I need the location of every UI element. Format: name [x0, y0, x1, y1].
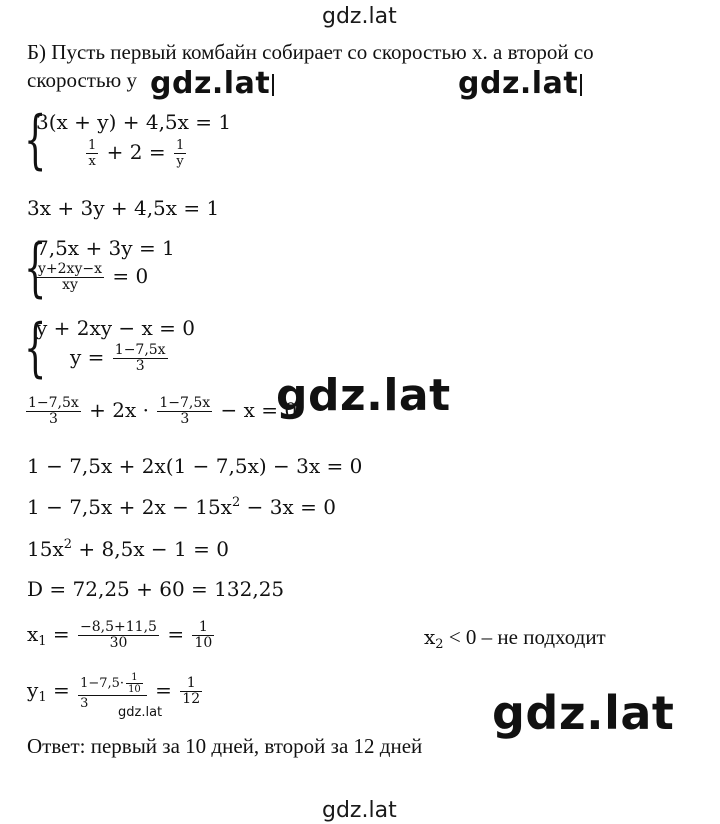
- watermark-bottom: gdz.lat: [322, 798, 397, 823]
- root-y1: $y_1$ = 1−7,5· $\frac{1}{10}$ 3 = $\frac{1}{12}$: [27, 672, 201, 711]
- system-brace-3: {: [24, 311, 47, 385]
- fraction: $\frac{1}{x}$: [88, 138, 97, 169]
- answer-text: Ответ: первый за 10 дней, второй за 12 дней: [27, 734, 423, 758]
- equation-discriminant: D = 72,25 + 60 = 132,25: [27, 577, 285, 601]
- fraction: $\frac{-8,5+11,5}{30}$: [80, 619, 157, 651]
- fraction: $\frac{1-7,5x}{3}$: [114, 342, 166, 374]
- system3-eq1: y + 2xy − x = 0: [36, 316, 196, 340]
- system2-eq1: 7,5x + 3y = 1: [36, 236, 175, 260]
- system-brace-1: {: [24, 103, 47, 177]
- system3-eq2: y = $\frac{1-7,5x}{3}$: [70, 342, 166, 374]
- fraction: $\frac{1}{10}$: [128, 672, 141, 695]
- equation-line-a: 1 − 7,5x + 2x(1 − 7,5x) − 3x = 0: [27, 454, 363, 478]
- system2-eq2: $\frac{y+2xy-x}{xy}$ = 0: [38, 261, 149, 293]
- intro-line-2: скоростью y: [27, 68, 137, 92]
- watermark-bottom-right: gdz.lat: [492, 686, 675, 740]
- root-x1: $x_1$ = $\frac{-8,5+11,5}{30}$ = $\frac{1}{10}$: [27, 619, 213, 651]
- cursor-mark: [580, 74, 582, 96]
- system1-eq1: 3(x + y) + 4,5x = 1: [36, 110, 232, 134]
- equation-expand: 3x + 3y + 4,5x = 1: [27, 196, 220, 220]
- system1-eq2: $\frac{1}{x}$ + 2 = $\frac{1}{y}$: [88, 138, 185, 169]
- equation-line-b: $1 - 7,5x + 2x - 15x^2 - 3x = 0$: [27, 495, 336, 519]
- fraction: $\frac{1}{10}$: [194, 619, 213, 651]
- fraction: $\frac{y+2xy-x}{xy}$: [38, 261, 102, 293]
- equation-line-c: $15x^2 + 8,5x - 1 = 0$: [27, 537, 229, 561]
- watermark-overlay-2: gdz.lat: [458, 66, 582, 101]
- cursor-mark: [272, 74, 274, 96]
- system-brace-2: {: [24, 231, 47, 305]
- intro-line-1: Б) Пусть первый комбайн собирает со скоростью x. а второй со: [27, 40, 594, 64]
- fraction: $\frac{1-7,5x}{3}$: [28, 395, 79, 427]
- watermark-top: gdz.lat: [322, 4, 397, 29]
- watermark-middle: gdz.lat: [276, 370, 451, 421]
- equation-substitution: $\frac{1-7,5x}{3}$ + 2x · $\frac{1-7,5x}{3}$ − x = 0: [28, 395, 298, 427]
- watermark-overlay-1: gdz.lat: [150, 66, 274, 101]
- fraction: 1−7,5· $\frac{1}{10}$ 3: [78, 672, 147, 711]
- fraction: $\frac{1-7,5x}{3}$: [159, 395, 211, 427]
- fraction: $\frac{1}{12}$: [182, 675, 201, 707]
- watermark-small-inline: gdz.lat: [118, 705, 163, 720]
- fraction: $\frac{1}{y}$: [175, 138, 185, 169]
- root-x2-note: $x_2 < 0$ – не подходит: [424, 625, 606, 652]
